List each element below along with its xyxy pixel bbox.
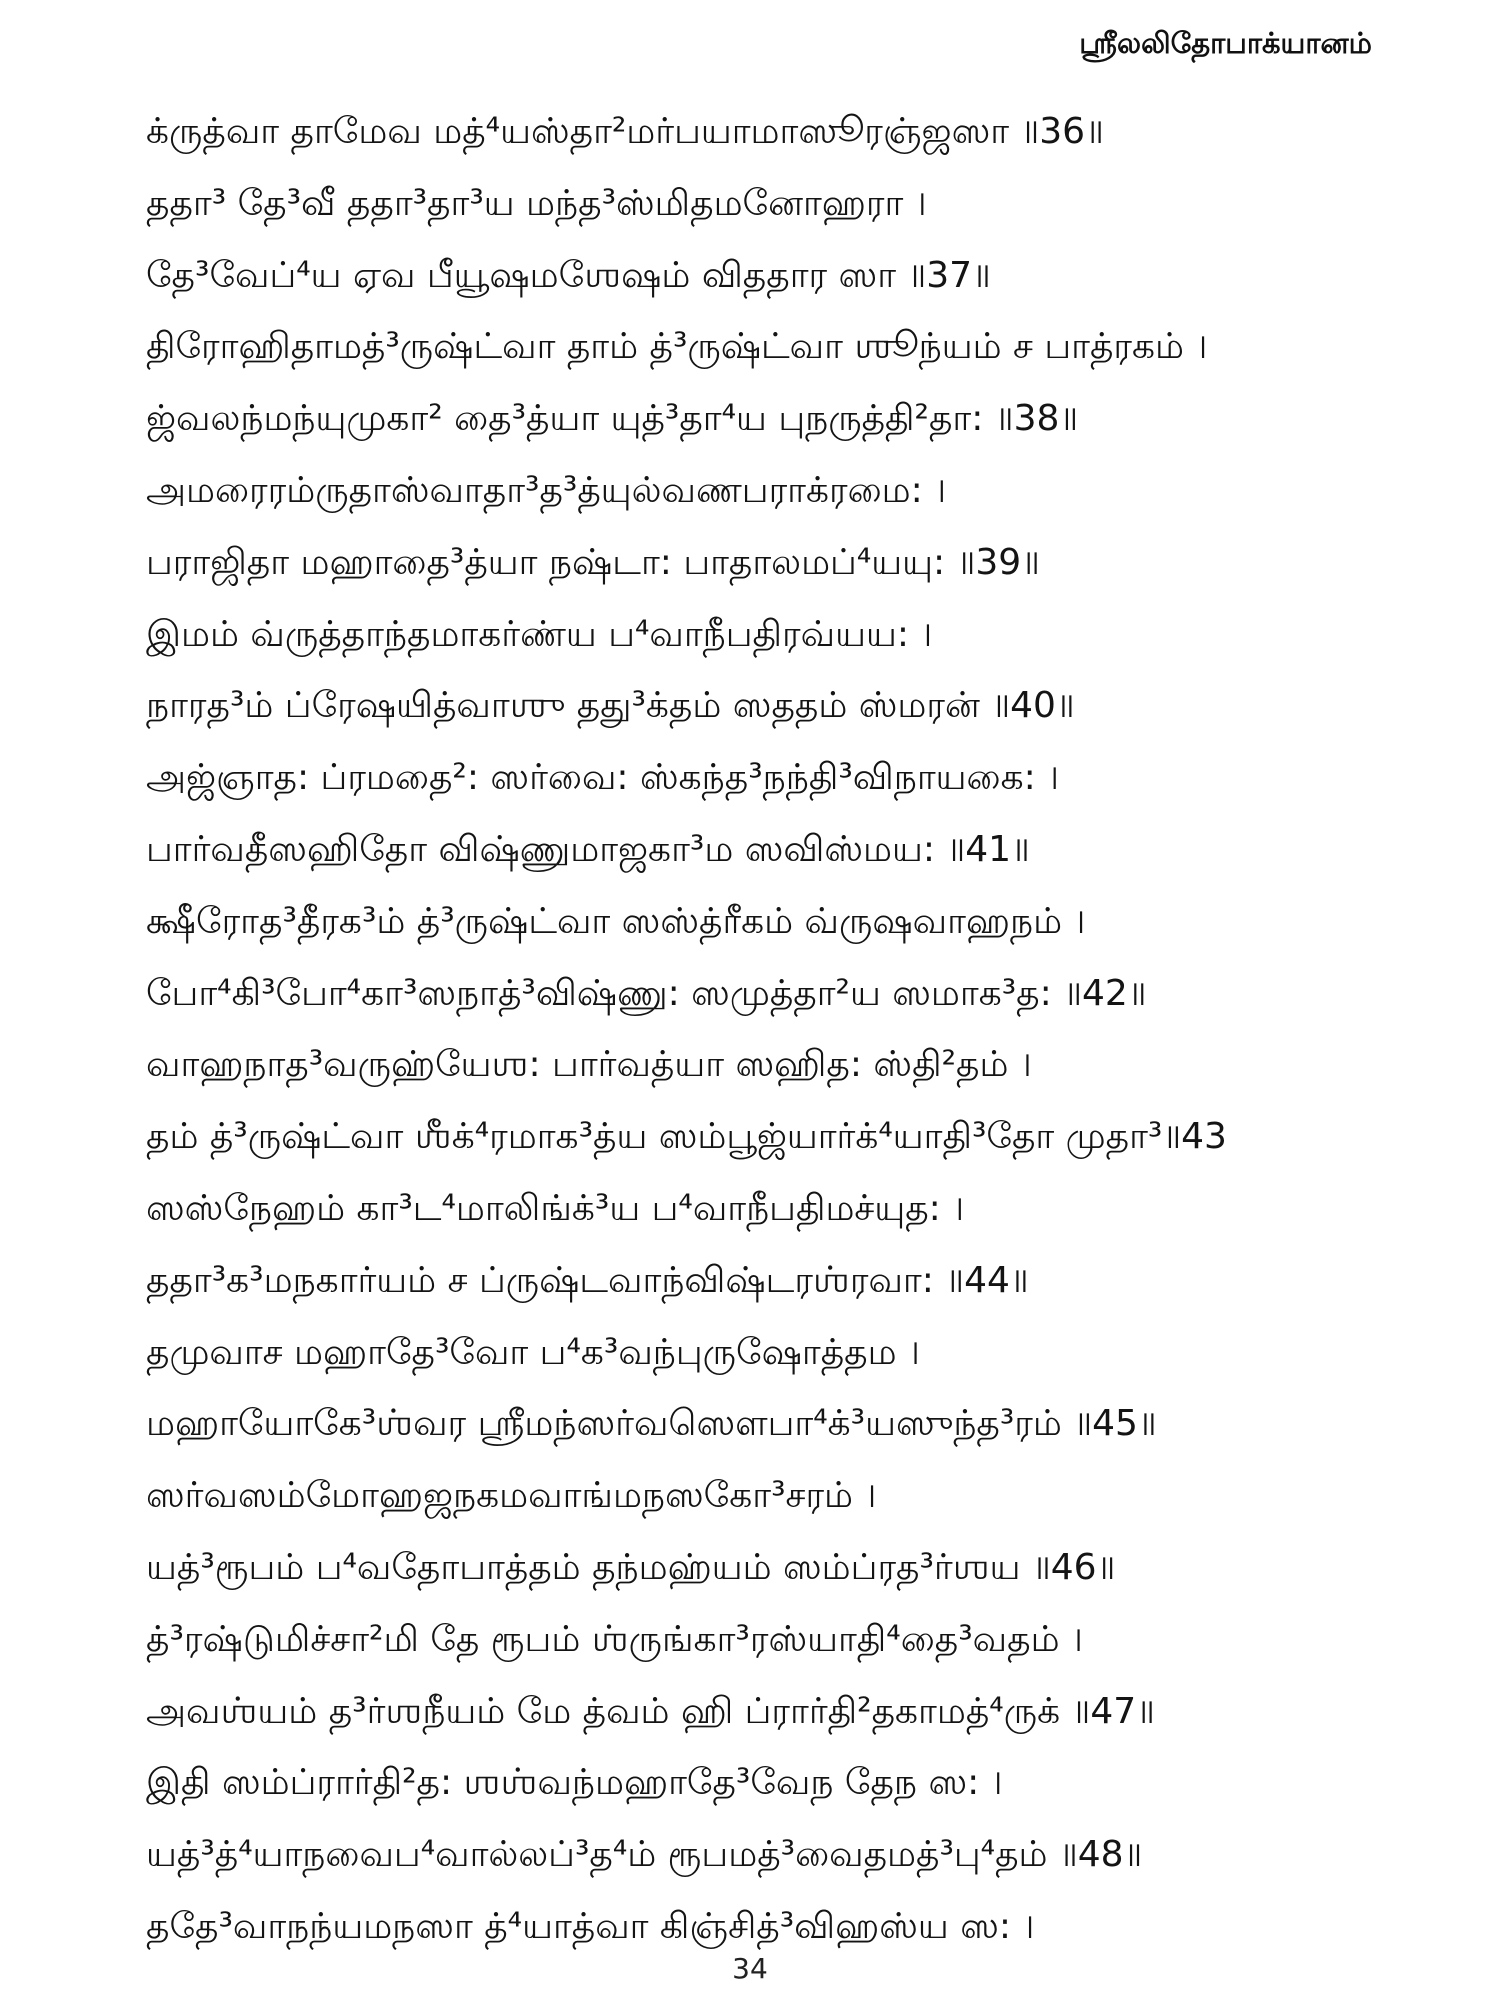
verse-line: ததா³க³மநகார்யம் ச ப்ருஷ்டவாந்விஷ்டரஶ்ரவா꞉ ॥44॥	[146, 1259, 1029, 1301]
verse-line: போ⁴கி³போ⁴கா³ஸநாத்³விஷ்ணு꞉ ஸமுத்தா²ய ஸமாக³த꞉ ॥42॥	[146, 972, 1147, 1014]
verse-line: இமம் வ்ருத்தாந்தமாகர்ண்ய ப⁴வாநீபதிரவ்யய꞉ ।	[146, 613, 933, 655]
verse-line: இதி ஸம்ப்ரார்தி²த꞉ ஶஶ்வந்மஹாதே³வேந தேந ஸ꞉ ।	[146, 1762, 1003, 1804]
running-header-title: ஶ்ரீலலிதோபாக்யானம்	[1079, 26, 1372, 60]
verse-line: தே³வேப்⁴ய ஏவ பீயூஷமஶேஷம் விததார ஸா ॥37॥	[146, 254, 991, 296]
verse-line: த்³ரஷ்டுமிச்சா²மி தே ரூபம் ஶ்ருங்கா³ரஸ்யாதி⁴தை³வதம் ।	[146, 1618, 1083, 1660]
verse-line: ஸர்வஸம்மோஹஜநகமவாங்மநஸகோ³சரம் ।	[146, 1475, 877, 1517]
verse-line: க்ருத்வா தாமேவ மத்⁴யஸ்தா²மர்பயாமாஸூரஞ்ஜஸா ॥36॥	[146, 111, 1104, 152]
verse-line: அஜ்ஞாத꞉ ப்ரமதை²꞉ ஸர்வை꞉ ஸ்கந்த³நந்தி³விநாயகை꞉ ।	[146, 757, 1060, 799]
verse-line: மஹாயோகே³ஶ்வர ஶ்ரீமந்ஸர்வஸௌபா⁴க்³யஸுந்த³ரம் ॥45॥	[146, 1403, 1157, 1445]
verse-line: வாஹநாத³வருஹ்யேஶ꞉ பார்வத்யா ஸஹித꞉ ஸ்தி²தம் ।	[146, 1044, 1032, 1086]
verse-line: யத்³ரூபம் ப⁴வதோபாத்தம் தந்மஹ்யம் ஸம்ப்ரத³ர்ஶய ॥46॥	[146, 1546, 1116, 1588]
verse-line: அவஶ்யம் த³ர்ஶநீயம் மே த்வம் ஹி ப்ரார்தி²தகாமத்⁴ருக் ॥47॥	[146, 1690, 1155, 1732]
page-number: 34	[732, 1952, 768, 1985]
verse-line: ததே³வாநந்யமநஸா த்⁴யாத்வா கிஞ்சித்³விஹஸ்ய ஸ꞉ ।	[146, 1905, 1035, 1947]
verse-line: க்ஷீரோத³தீரக³ம் த்³ருஷ்ட்வா ஸஸ்த்ரீகம் வ்ருஷவாஹநம் ।	[146, 900, 1086, 942]
verse-line: ஜ்வலந்மந்யுமுகா² தை³த்யா யுத்³தா⁴ய புநருத்தி²தா꞉ ॥38॥	[146, 398, 1079, 440]
verse-line: பராஜிதா மஹாதை³த்யா நஷ்டா꞉ பாதாலமப்⁴யயு꞉ ॥39॥	[146, 541, 1040, 583]
verse-line: யத்³த்⁴யாநவைப⁴வால்லப்³த⁴ம் ரூபமத்³வைதமத்³பு⁴தம் ॥48॥	[146, 1834, 1143, 1876]
verse-line: தமுவாச மஹாதே³வோ ப⁴க³வந்புருஷோத்தம ।	[146, 1331, 920, 1373]
verse-block	[146, 96, 1406, 1963]
verse-line: நாரத³ம் ப்ரேஷயித்வாஶு தது³க்தம் ஸததம் ஸ்மரன் ॥40॥	[146, 685, 1075, 727]
verse-line: அமரைரம்ருதாஸ்வாதா³த³த்யுல்வணபராக்ரமை꞉ ।	[146, 469, 947, 511]
verse-line: ததா³ தே³வீ ததா³தா³ய மந்த³ஸ்மிதமனோஹரா ।	[146, 182, 927, 224]
verse-line: தம் த்³ருஷ்ட்வா ஶீக்⁴ரமாக³த்ய ஸம்பூஜ்யார்க்⁴யாதி³தோ முதா³॥43	[146, 1116, 1227, 1158]
verse-line: பார்வதீஸஹிதோ விஷ்ணுமாஜகா³ம ஸவிஸ்மய꞉ ॥41॥	[146, 828, 1030, 870]
verse-line: திரோஹிதாமத்³ருஷ்ட்வா தாம் த்³ருஷ்ட்வா ஶூந்யம் ச பாத்ரகம் ।	[146, 326, 1208, 368]
verse-line: ஸஸ்நேஹம் கா³ட⁴மாலிங்க்³ய ப⁴வாநீபதிமச்யுத꞉ ।	[146, 1187, 965, 1229]
